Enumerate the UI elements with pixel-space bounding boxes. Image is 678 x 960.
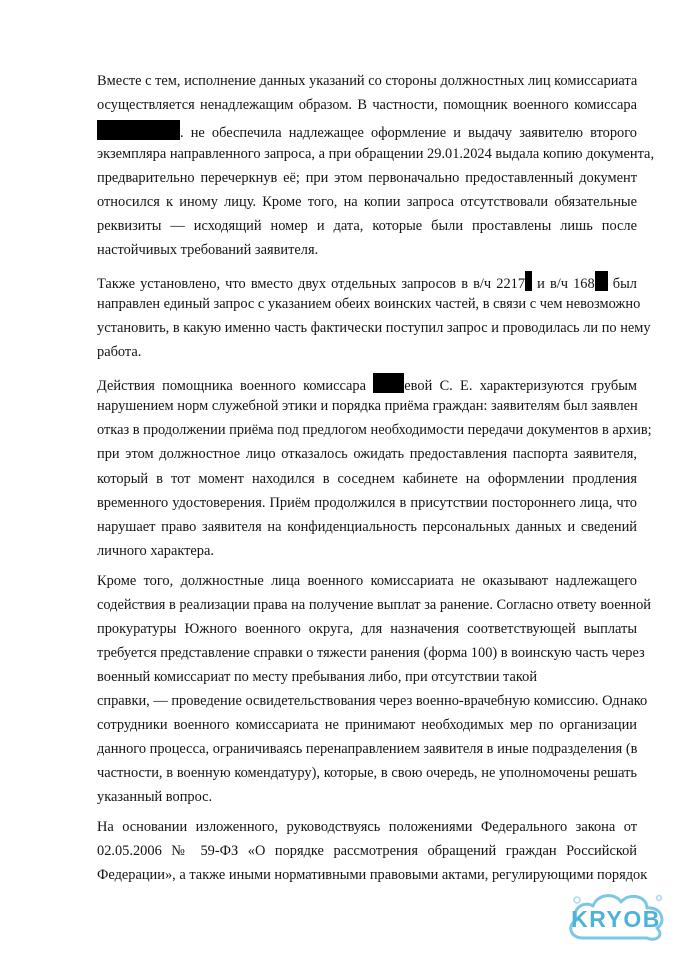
text-line: осуществляется ненадлежащим образом. В частности, помощник военного комиссара	[97, 97, 637, 113]
text-line: относился к иному лицу. Кроме того, на копии запроса отсутствовали обязательные	[97, 194, 637, 210]
text-line: Вместе с тем, исполнение данных указаний со стороны должностных лиц комиссариата	[97, 73, 638, 89]
redaction-block	[525, 271, 532, 291]
text-line: настойчивых требований заявителя.	[97, 242, 319, 258]
text-line: нарушает право заявителя на конфиденциальность персональных данных и сведений	[97, 519, 637, 535]
text-line: сотрудники военного комиссариата не принимают необходимых мер по организации	[97, 717, 637, 733]
text-line: экземпляра направленного запроса, а при обращении 29.01.2024 выдала копию документа,	[97, 146, 655, 162]
text-line: На основании изложенного, руководствуясь положениями Федерального закона от	[97, 819, 637, 835]
text-line: личного характера.	[97, 543, 214, 559]
text-line: направлен единый запрос с указанием обеих воинских частей, в связи с чем невозможно	[97, 296, 641, 312]
text-line: временного удостоверения. Приём продолжился в присутствии постороннего лица, что	[97, 495, 637, 511]
text-line: 02.05.2006 № 59-ФЗ «О порядке рассмотрения обращений граждан Российской	[97, 843, 637, 859]
text-line: реквизиты — исходящий номер и дата, которые были проставлены лишь после	[97, 218, 637, 234]
text-line: нарушением норм служебной этики и порядка приёма граждан: заявителям был заявлен	[97, 398, 638, 414]
text-line: работа.	[97, 344, 142, 360]
text-line: прокуратуры Южного военного округа, для назначения соответствующей выплаты	[97, 621, 637, 637]
text-line: Действия помощника военного комиссара евой С. Е. характеризуются грубым	[97, 373, 637, 395]
text-line: данного процесса, ограничиваясь перенаправлением заявителя в иные подразделения (в	[97, 741, 638, 757]
text-line: Федерации», а также иными нормативными правовыми актами, регулирующими порядок	[97, 867, 648, 883]
redaction-block	[97, 120, 180, 140]
redaction-block	[595, 271, 608, 291]
text-line: отказ в продолжении приёма под предлогом необходимости передачи документов в архив;	[97, 422, 652, 438]
text-line: установить, в какую именно часть фактически поступил запрос и проводилась ли по нему	[97, 320, 651, 336]
text-line: при этом должностное лицо отказалось ожидать предоставления паспорта заявителя,	[97, 446, 637, 462]
text-line: содействия в реализации права на получение выплат за ранение. Согласно ответу военной	[97, 597, 651, 613]
watermark-text: KRYOB	[571, 906, 661, 932]
text-line: указанный вопрос.	[97, 789, 213, 805]
text-line: предварительно перечеркнув её; при этом первоначально предоставленный документ	[97, 170, 637, 186]
text-line: справки, — проведение освидетельствования через военно-врачебную комиссию. Однако	[97, 693, 648, 709]
text-line: который в тот момент находился в соседнем кабинете на оформлении продления	[97, 471, 637, 487]
text-line: Кроме того, должностные лица военного комиссариата не оказывают надлежащего	[97, 573, 637, 589]
text-line: . не обеспечила надлежащее оформление и выдачу заявителю второго	[97, 120, 637, 142]
text-line: требуется представление справки о тяжести ранения (форма 100) в воинскую часть через	[97, 645, 645, 661]
text-line: военный комиссариат по месту пребывания либо, при отсутствии такой	[97, 669, 538, 685]
text-line: частности, в военную комендатуру), которые, в свою очередь, не уполномочены решать	[97, 765, 637, 781]
redaction-block	[373, 373, 404, 393]
text-line: Также установлено, что вместо двух отдельных запросов в в/ч 2217 и в/ч 168 был	[97, 271, 637, 293]
